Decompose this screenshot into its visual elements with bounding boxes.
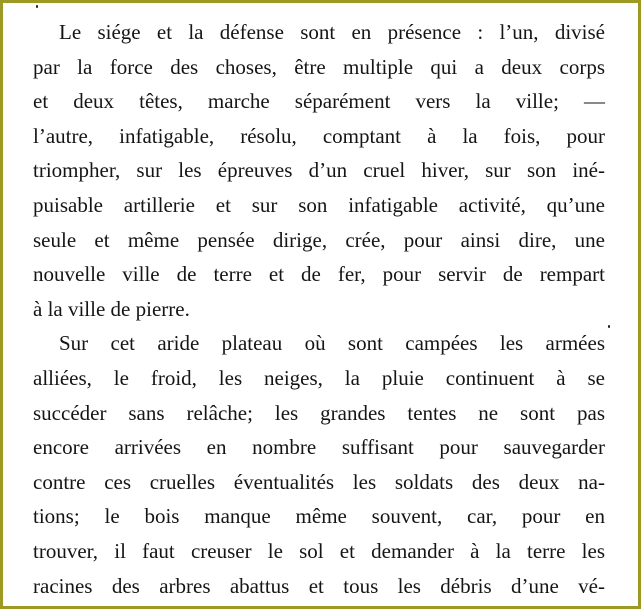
text-line: tions; le bois manque même souvent, car, pour en [33,504,605,529]
text-line: trouver, il faut creuser le sol et demander à la terre les [33,538,605,563]
text-line: par la force des choses, être multiple qui a deux corps [33,54,605,79]
text-line: l’autre, infatigable, résolu, comptant à la fois, pour [33,123,605,148]
text-line: alliées, le froid, les neiges, la pluie continuent à se [33,365,605,390]
text-line: nouvelle ville de terre et de fer, pour servir de rempart [33,262,605,287]
text-line: puisable artillerie et sur son infatigable activité, qu’une [33,192,605,217]
text-line: contre ces cruelles éventualités les soldats des deux na- [33,469,605,494]
text-line: seule et même pensée dirige, crée, pour ainsi dire, une [33,227,605,252]
text-line: succéder sans relâche; les grandes tentes ne sont pas [33,400,605,425]
text-line: triompher, sur les épreuves d’un cruel hiver, sur son iné- [33,158,605,183]
text-line: à la ville de pierre. [33,296,190,321]
text-line: racines des arbres abattus et tous les débris d’une vé- [33,573,605,598]
ink-speck [36,5,38,8]
paragraph-2 [33,326,605,603]
text-line: Sur cet aride plateau où sont campées les armées [59,331,605,356]
page-text [33,15,605,603]
text-line: Le siége et la défense sont en présence : l’un, divisé [59,20,605,44]
text-line: encore arrivées en nombre suffisant pour sauvegarder [33,435,605,460]
ink-speck [608,325,610,328]
text-line: et deux têtes, marche séparément vers la ville; — [33,89,605,114]
paragraph-1 [33,15,605,326]
